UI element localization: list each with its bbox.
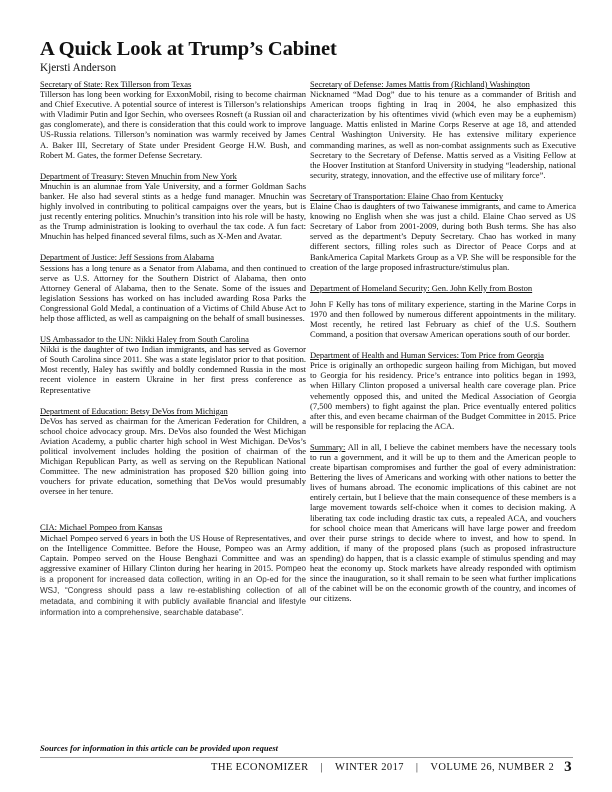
- right-column: [310, 79, 576, 614]
- summary-body: All in all, I believe the cabinet members have the necessary tools to run a government, and it will be up to them and the American people to create bipartisan compromises and further the goal of every administration: Bettering the lives of Americans and working with other nations to better the lives of humans abroad. The economic implications of this cabinet are not entirely certain, but I believe that the main consequence of these members is a large movement towards self-choice when it comes to decision making. A liberating tax code including drastic tax cuts, a repealed ACA, and vouchers for school choice mean that Americans will have large power and freedom over their purse strings to decide where to invest, and how to spend. In addition, if many of the proposed plans (such as proposed infrastructure spending) do happen, that is a classic example of stimulus spending and may heat the economy up. Stock markets have already responded with optimism since the inauguration, so it shall remain to be seen what further implications of the cabinet will be on the economic growth of the country, and incomes of our citizens.: [310, 441, 577, 604]
- section-heading: Department of Education: Betsy DeVos from Michigan: [40, 405, 228, 416]
- article-title: A Quick Look at Trump’s Cabinet: [40, 38, 337, 60]
- section-heading: Secretary of Transportation: Elaine Chao from Kentucky: [310, 190, 504, 201]
- section-summary: [310, 442, 576, 604]
- footer-issue: WINTER 2017: [335, 762, 404, 773]
- section-un-ambassador: [40, 334, 306, 395]
- section-body: Nicknamed “Mad Dog” due to his tenure as a commander of British and American troops fighting in Iraq in 2004, he also emphasized this characterization by his oftentimes vivid (which even may be a euphemism) language. Mattis enlisted in Marine Corps Reserve at age 18, and attended Central Washington University. He has extensive military experience commanding marines, as well as non-combat assignments such as Executive Secretary to the Secretary of Defense. Mattis served as a Visiting Fellow at the Hoover Institution at Stanford University in studying “leadership, national security, strategy, innovation, and the effective use of military force”.: [310, 89, 576, 180]
- section-body: John F Kelly has tons of military experience, starting in the Marine Corps in 1970 and then followed by numerous different appointments in the military. Most recently, he retired last February as chief of the U.S. Southern Command, a position that oversaw American operations south of our border.: [310, 298, 576, 340]
- section-body: Mnuchin is an alumnae from Yale University, and a former Goldman Sachs banker. He also had several stints as a hedge fund manager. Mnuchin was highly involved in contributing to political campaigns over the years, but is just recently entering politics. Mnuchin’s transition into his role will be hasty, as the Trump administration is looking to overhaul the tax code. A fun fact: Mnuchin has helped financed several films, such as X-Men and Avatar.: [40, 180, 306, 242]
- section-body: Nikki is the daughter of two Indian immigrants, and has served as Governor of South Carolina since 2011. She was a state legislator prior to that position. Most recently, Haley has swiftly and boldly condemned Russia in the most recent violence in eastern Ukraine in her first press conference as Representative: [40, 344, 306, 395]
- sources-note: Sources for information in this article can be provided upon request: [40, 743, 279, 753]
- page-footer: [211, 759, 572, 776]
- page-number: 3: [564, 759, 572, 775]
- footer-volume: VOLUME 26, NUMBER 2: [430, 762, 555, 773]
- summary-paragraph: [310, 442, 576, 604]
- footer-publication: THE ECONOMIZER: [211, 762, 309, 773]
- section-body: Sessions has a long tenure as a Senator from Alabama, and then continued to serve as U.S. Attorney for the Southern District of Alabama, then onto Attorney General of Alabama, then to the Senate. Some of the issues and legislation Sessions has worked on has included awarding Rosa Parks the Congressional Gold Medal, a continuation of a Victims of Child Abuse Act to help those afflicted, as well as campaigning on the behalf of small businesses.: [40, 262, 306, 323]
- section-body: Tillerson has long been working for ExxonMobil, rising to become chairman and Chief Executive. A potential source of interest is Tillerson’s relationships with Vladimir Putin and Igor Sechin, who oversees Rosneft (a Russian oil and gas conglomerate), and there is consideration that this could work to improve US-Russia relations. Tillerson’s nomination was warmly received by James A. Baker III, Secretary of State under President George H.W. Bush, and Robert M. Gates, the former Defense Secretary.: [40, 89, 306, 160]
- section-heading: Secretary of Defense: James Mattis from (Richland) Washington: [310, 79, 530, 89]
- section-treasury: [40, 171, 306, 242]
- section-education: [40, 406, 306, 497]
- footer-rule: [40, 757, 573, 758]
- section-cia: [40, 522, 306, 617]
- summary-label: Summary:: [310, 441, 346, 452]
- section-heading: Department of Health and Human Services: Tom Price from Georgia: [310, 350, 544, 361]
- section-justice: [40, 252, 306, 323]
- article-author: Kjersti Anderson: [40, 62, 117, 74]
- section-body: [40, 533, 306, 618]
- section-homeland-security: [310, 283, 576, 339]
- section-heading: US Ambassador to the UN: Nikki Haley from South Carolina: [40, 334, 249, 345]
- section-health: [310, 350, 576, 431]
- section-heading: Department of Justice: Jeff Sessions from Alabama: [40, 252, 215, 263]
- footer-separator: |: [415, 762, 419, 773]
- section-body: Price is originally an orthopedic surgeon hailing from Michigan, but moved to Georgia for his residency. Price’s entrance into politics began in 1993, when Hillary Clinton proposed a universal health care coverage plan. Price vehemently opposed this, and united the Medical Association of Georgia (7,500 members) to fight against the plan. Price eventually entered politics after this, and even became chairman of the Budget Committee in 2015. Price will be responsible for replacing the ACA.: [310, 360, 576, 431]
- section-heading: Secretary of State: Rex Tillerson from Texas: [40, 79, 192, 89]
- section-body: Elaine Chao is daughters of two Taiwanese immigrants, and came to America knowing no English when she was just a child. Elaine Chao served as US Secretary of Labor from 2001-2009, during both Bush terms. She has also served as the department’s Deputy Secretary. Chao has worked in many different sectors, filling roles such as Director of Peace Corps and at BankAmerica Capital Markets Group as a VP. She will be responsible for the creation of the large proposed infrastructure/stimulus plan.: [310, 201, 576, 272]
- section-body-text: Michael Pompeo served 6 years in both the US House of Representatives, and on the Intelligence Committee. Before the House, Pompeo was an Army Captain. Pompeo served on the House Benghazi Committee and was an aggressive examiner of Hillary Clinton during her hearing in 2015.: [40, 532, 306, 573]
- section-heading: CIA: Michael Pompeo from Kansas: [40, 522, 163, 533]
- section-heading: Department of Treasury: Steven Mnuchin from New York: [40, 170, 237, 181]
- section-defense: [310, 79, 576, 180]
- footer-separator: |: [320, 762, 324, 773]
- section-secretary-of-state: [40, 79, 306, 160]
- section-transportation: [310, 191, 576, 272]
- section-body: DeVos has served as chairman for the American Federation for Children, a school choice advocacy group. Mrs. DeVos also founded the West Michigan Aviation Academy, a public charter high school in West Michigan. DeVos’s political involvement includes holding the position of chairman of the Michigan Republican Party, as well as serving on the Republican National Committee. The new administration has proposed $20 billion going into vouchers for private education, something that DeVos would presumably oversee in her tenure.: [40, 415, 306, 497]
- left-column: [40, 79, 306, 629]
- section-body-extra: Pompeo is a proponent for increased data collection, writing in an Op-ed for the WSJ, “Congress should pass a law re-establishing collection of all metadata, and combining it with publicly available financial and lifestyle information into a comprehensive, searchable database”.: [40, 563, 307, 617]
- section-heading: Department of Homeland Security: Gen. John Kelly from Boston: [310, 282, 533, 293]
